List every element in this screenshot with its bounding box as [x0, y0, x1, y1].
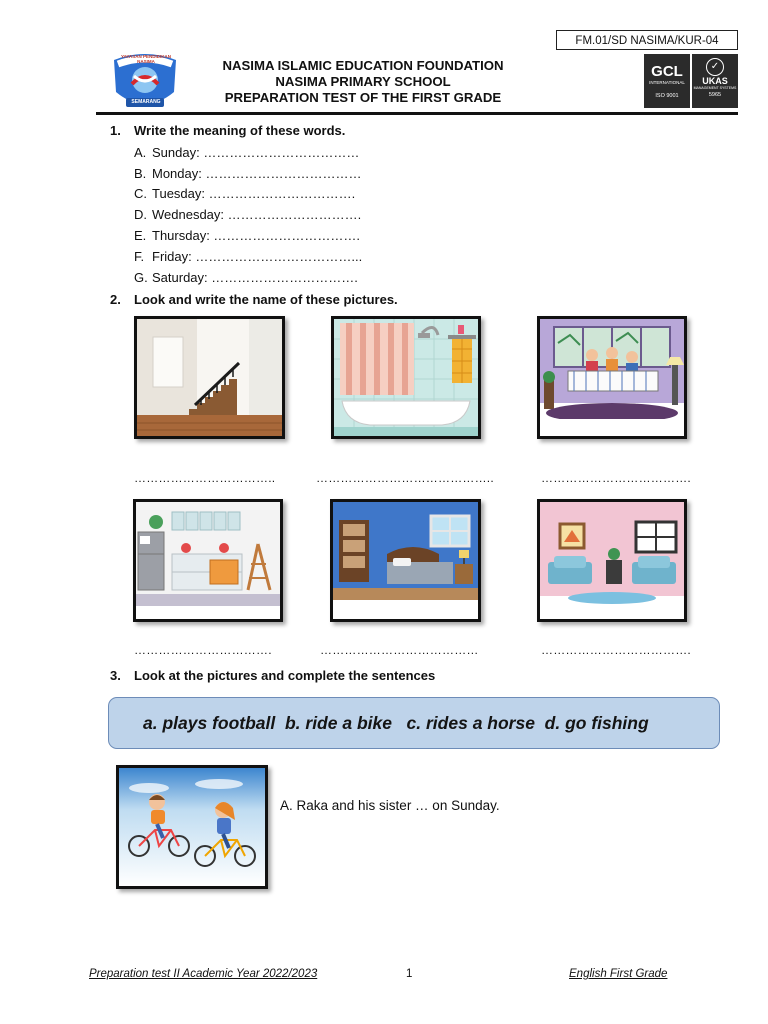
day-item-f	[134, 249, 362, 264]
answer-options-text: a. plays football b. ride a bike c. rides a horse d. go fishing	[143, 713, 649, 733]
item-letter: G.	[134, 270, 148, 285]
certification-badges	[644, 54, 738, 108]
day-item-e	[134, 228, 360, 243]
footer-left	[89, 968, 317, 980]
question-2-number: 2.	[110, 292, 121, 307]
blank-line-6[interactable]: ……………………………….	[541, 643, 691, 657]
question-3-title	[110, 668, 435, 683]
question-1-title	[110, 123, 345, 138]
blank-line-5[interactable]: …………………………………	[320, 643, 479, 657]
item-text: Sunday: ………………………………	[152, 145, 360, 160]
day-item-d	[134, 207, 361, 222]
item-letter: C.	[134, 186, 147, 201]
question-1-text: Write the meaning of these words.	[134, 123, 346, 138]
school-header	[200, 58, 526, 106]
item-text: Thursday: …………………………….	[152, 228, 361, 243]
picture-living-room	[537, 499, 687, 622]
blank-line-2[interactable]: ……………………………………..	[316, 471, 494, 485]
item-text: Wednesday: ………………………….	[152, 207, 362, 222]
item-letter: F.	[134, 249, 145, 264]
picture-kitchen	[133, 499, 283, 622]
picture-staircase	[134, 316, 285, 439]
header-divider	[96, 112, 738, 115]
ukas-badge	[692, 54, 738, 108]
ukas-check-icon: ✓	[706, 58, 724, 76]
gcl-subtext: INTERNATIONAL	[649, 80, 685, 85]
item-text: Saturday: …………………………….	[152, 270, 358, 285]
item-letter: A.	[134, 145, 147, 160]
question-1-number: 1.	[110, 123, 121, 138]
logo-bottom-text: SEMARANG	[131, 99, 161, 105]
blank-line-3[interactable]: ……………………………….	[541, 471, 691, 485]
question-2-title	[110, 292, 398, 307]
footer-right	[569, 968, 667, 980]
answer-options-box	[108, 697, 720, 749]
blank-line-1[interactable]: ……………………………..	[134, 471, 276, 485]
picture-bathroom	[331, 316, 481, 439]
foundation-name: NASIMA ISLAMIC EDUCATION FOUNDATION	[222, 58, 504, 73]
picture-dining-room	[537, 316, 687, 439]
footer-academic-year: Preparation test II Academic Year 2022/2023	[89, 968, 318, 980]
test-title: PREPARATION TEST OF THE FIRST GRADE	[224, 90, 502, 105]
item-letter: D.	[134, 207, 147, 222]
school-name: NASIMA PRIMARY SCHOOL	[275, 74, 451, 89]
ukas-text: UKAS	[702, 76, 728, 86]
ukas-subtext: MANAGEMENT SYSTEMS	[693, 86, 737, 90]
day-item-b	[134, 166, 361, 181]
picture-riding-bikes	[116, 765, 268, 889]
page-number: 1	[406, 968, 413, 980]
picture-bedroom	[330, 499, 481, 622]
blank-line-4[interactable]: …………………………….	[134, 643, 272, 657]
sentence-a: A. Raka and his sister … on Sunday.	[280, 798, 500, 813]
day-item-a	[134, 145, 359, 160]
item-letter: E.	[134, 228, 147, 243]
iso-text: ISO 9001	[655, 93, 679, 99]
form-code: FM.01/SD NASIMA/KUR-04	[556, 30, 738, 50]
logo-top-text: YAYASAN PENDIDIKAN NASIMA	[120, 54, 172, 64]
item-text: Monday: ………………………………	[152, 166, 362, 181]
gcl-text: GCL	[651, 63, 683, 80]
gcl-badge	[644, 54, 690, 108]
question-3-text: Look at the pictures and complete the sentences	[134, 668, 436, 683]
item-text: Tuesday: …………………………….	[152, 186, 356, 201]
item-letter: B.	[134, 166, 147, 181]
question-3-number: 3.	[110, 668, 121, 683]
footer-subject: English First Grade	[569, 968, 668, 980]
cert-number: 5965	[708, 92, 722, 98]
day-item-c	[134, 186, 355, 201]
item-text: Friday: ………………………………...	[152, 249, 363, 264]
question-2-text: Look and write the name of these pictures.	[134, 292, 398, 307]
day-item-g	[134, 270, 358, 285]
